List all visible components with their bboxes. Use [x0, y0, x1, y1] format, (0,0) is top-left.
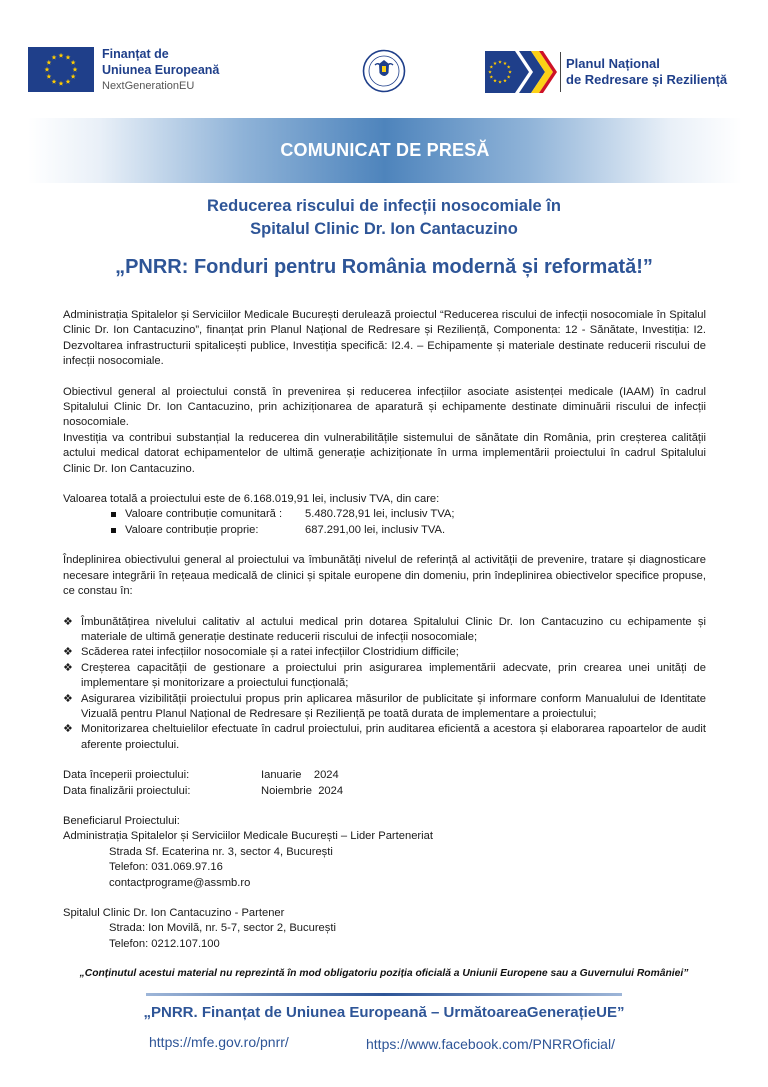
value-item: [63, 507, 706, 522]
mfe-pnrr-link[interactable]: https://mfe.gov.ro/pnrr/: [149, 1034, 289, 1050]
objective-item: ❖ Îmbunătățirea nivelului calitativ al actului medical prin dotarea Spitalului Clinic Dr. Ion Cantacuzino cu echipamente și materiale de ultimă generație destinate reducerii riscului de infecții nosocomiale;: [63, 615, 706, 643]
project-title-line2: Spitalul Clinic Dr. Ion Cantacuzino: [250, 220, 518, 238]
objective-item: ❖ Asigurarea vizibilității proiectului propus prin aplicarea măsurilor de publicitate și informare conform Manualului de Identitate Vizuală pentru Planul Național de Redresare și Reziliență pe toată durata de implementare a proiectului;: [63, 692, 706, 720]
romanian-government-seal-icon: [362, 49, 406, 93]
pnrr-line1: Planul Național: [566, 56, 660, 71]
beneficiary-block: [63, 814, 706, 891]
start-date: Data începerii proiectului: Ianuarie 2024: [63, 769, 339, 782]
value-item-label: Valoare contribuție comunitară :: [125, 508, 283, 521]
diamond-bullet-icon: ❖: [63, 723, 73, 736]
end-date: Data finalizării proiectului: Noiembrie 2024: [63, 784, 344, 797]
pnrr-logo-icon: [485, 51, 557, 93]
diamond-bullet-icon: ❖: [63, 692, 73, 705]
specific-objectives-list: [63, 615, 706, 754]
eu-line3: NextGenerationEU: [102, 80, 195, 92]
pnrr-logo-separator: [560, 52, 561, 92]
project-value-list: [63, 507, 706, 538]
eu-disclaimer: „Conținutul acestui material nu reprezintă în mod obligatoriu poziția oficială a Uniunii Europene sau a Guvernului României”: [79, 968, 689, 979]
partner-name: Spitalul Clinic Dr. Ion Cantacuzino - Partener: [63, 907, 285, 919]
value-item-label: Valoare contribuție proprie:: [125, 523, 259, 536]
objective-item: ❖ Creșterea capacității de gestionare a proiectului prin asigurarea implementării adecvate, prin crearea unei unități de implementare și monitorizare a proiectului funcțională;: [63, 661, 706, 690]
partner-block: [63, 906, 706, 952]
footer-slogan: „PNRR. Finanțat de Uniunea Europeană – UrmătoareaGenerațieUE”: [143, 1004, 625, 1021]
press-release-body: [63, 308, 706, 952]
objective-paragraph: Obiectivul general al proiectului constă în prevenirea și reducerea infecțiilor asociate asistenței medicale (IAAM) în cadrul Spitalului Clinic Dr. Ion Cantacuzino, prin achiziționarea de aparatură și echipamente destinate diminuării riscului de infecții nosocomiale.: [63, 385, 706, 429]
lead-partner-name: Administrația Spitalelor și Serviciilor Medicale București – Lider Parteneriat: [63, 830, 433, 843]
partner-phone: Telefon: 0212.107.100: [109, 937, 220, 950]
project-value-intro: Valoarea totală a proiectului este de 6.168.019,91 lei, inclusiv TVA, din care:: [63, 493, 440, 506]
eu-funding-label: [102, 46, 219, 94]
banner-title: COMUNICAT DE PRESĂ: [280, 140, 490, 160]
eu-flag-logo: [28, 47, 94, 92]
intro-paragraph: Administrația Spitalelor și Serviciilor Medicale București derulează proiectul “Reducerea riscului de infecții nosocomiale în Spitalul Clinic Dr. Ion Cantacuzino”, finanțat prin Planul Național de Redresare și Reziliență, Componenta: 12 - Sănătate, Investiția: I2. Dezvoltarea infrastructurii spitalicești publice, Investiția specifică: I2.4. – Echipamente și materiale destinate reducerii riscului de infecții nosocomiale.: [63, 309, 706, 368]
partner-address: Strada: Ion Movilă, nr. 5-7, sector 2, București: [109, 922, 336, 935]
diamond-bullet-icon: ❖: [63, 661, 73, 674]
press-release-banner: [28, 118, 742, 183]
project-dates: [63, 768, 706, 799]
specific-objectives-intro: Îndeplinirea obiectivului general al proiectului va îmbunătăți nivelul de referință al activității de prevenire, tratare și diagnosticare necesare integrării în rețeaua medicală de clinici și spitale europene din domeniu, prin îndeplinirea obiectivelor specifice propuse, ce constau în:: [63, 554, 706, 598]
value-item-amount: 5.480.728,91 lei, inclusiv TVA;: [305, 508, 455, 521]
project-title-line1: Reducerea riscului de infecții nosocomiale în: [207, 197, 561, 215]
value-item-amount: 687.291,00 lei, inclusiv TVA.: [305, 523, 446, 536]
lead-partner-email: contactprograme@assmb.ro: [109, 876, 251, 889]
objective-item: ❖ Scăderea ratei infecțiilor nosocomiale și a ratei infecțiilor Clostridium difficile;: [63, 645, 706, 660]
beneficiary-heading: Beneficiarul Proiectului:: [63, 814, 180, 827]
eu-line1: Finanțat de: [102, 47, 169, 61]
pnrr-slogan: „PNRR: Fonduri pentru România modernă și reformată!”: [115, 256, 653, 278]
footer-divider: [146, 993, 622, 996]
diamond-bullet-icon: ❖: [63, 646, 73, 659]
pnrr-label: [566, 56, 727, 88]
lead-partner-address: Strada Sf. Ecaterina nr. 3, sector 4, București: [109, 845, 333, 858]
investment-paragraph: Investiția va contribui substanțial la reducerea din vulnerabilitățile sistemului de sănătate din România, prin creșterea calității actului medical datorat echipamentelor de ultimă generație achiziționate în urma implementării proiectului în cadrul Spitalului Clinic Dr. Ion Cantacuzino.: [63, 431, 706, 475]
value-item: [63, 523, 706, 538]
diamond-bullet-icon: ❖: [63, 615, 73, 628]
lead-partner-phone: Telefon: 031.069.97.16: [109, 861, 223, 874]
pnrr-line2: de Redresare și Reziliență: [566, 72, 728, 87]
objective-item: ❖ Monitorizarea cheltuielilor efectuate în cadrul proiectului, prin auditarea eficientă a acestora și elaborarea rapoartelor de audit aferente proiectului.: [63, 723, 706, 751]
eu-line2: Uniunea Europeană: [102, 63, 220, 77]
facebook-pnrr-link[interactable]: https://www.facebook.com/PNRROficial/: [366, 1036, 615, 1052]
